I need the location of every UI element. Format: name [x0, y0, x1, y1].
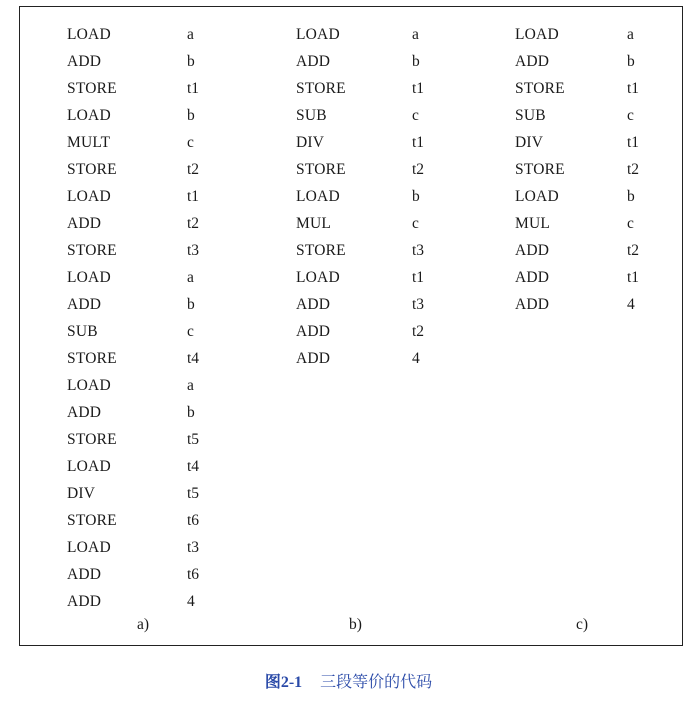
instruction-opcode: ADD [296, 53, 331, 70]
instruction-opcode: STORE [296, 242, 346, 259]
instruction-operand: t1 [187, 188, 200, 205]
instruction-opcode: STORE [67, 350, 117, 367]
instruction-operand: t1 [412, 134, 425, 151]
instruction-opcode: STORE [67, 431, 117, 448]
instruction-operand: a [187, 269, 194, 286]
instruction-opcode: ADD [296, 350, 331, 367]
instruction-opcode: STORE [67, 80, 117, 97]
instruction-opcode: ADD [67, 296, 102, 313]
instruction-operand: c [412, 215, 419, 232]
instruction-operand: 4 [627, 296, 635, 313]
instruction-operand: t2 [187, 161, 200, 178]
instruction-opcode: ADD [67, 404, 102, 421]
instruction-opcode: MULT [67, 134, 111, 151]
instruction-opcode: LOAD [296, 26, 340, 43]
figure-title: 三段等价的代码 [320, 672, 433, 691]
instruction-operand: t6 [187, 566, 200, 583]
subfigure-label-b: b) [349, 616, 362, 633]
instruction-opcode: ADD [67, 215, 102, 232]
instruction-operand: t1 [627, 80, 640, 97]
instruction-opcode: LOAD [67, 458, 111, 475]
instruction-opcode: STORE [515, 80, 565, 97]
instruction-opcode: SUB [67, 323, 98, 340]
instruction-operand: t1 [627, 269, 640, 286]
figure-number: 图2-1 [264, 674, 303, 691]
instruction-operand: b [187, 296, 195, 313]
instruction-opcode: ADD [515, 242, 550, 259]
figure-frame [19, 6, 683, 646]
instruction-opcode: LOAD [67, 269, 111, 286]
instruction-opcode: SUB [515, 107, 546, 124]
instruction-opcode: ADD [515, 53, 550, 70]
instruction-operand: b [187, 53, 195, 70]
instruction-operand: t2 [412, 161, 425, 178]
instruction-operand: t4 [187, 458, 200, 475]
instruction-opcode: LOAD [296, 188, 340, 205]
instruction-opcode: MUL [296, 215, 332, 232]
instruction-opcode: LOAD [296, 269, 340, 286]
instruction-opcode: LOAD [515, 26, 559, 43]
instruction-operand: b [187, 107, 195, 124]
instruction-operand: a [187, 26, 194, 43]
instruction-operand: c [187, 323, 194, 340]
instruction-operand: t1 [412, 80, 425, 97]
subfigure-label-c: c) [576, 616, 589, 633]
instruction-operand: t3 [187, 242, 200, 259]
instruction-operand: t3 [412, 242, 425, 259]
subfigure-label-a: a) [137, 616, 150, 633]
instruction-opcode: ADD [515, 296, 550, 313]
instruction-operand: a [412, 26, 419, 43]
instruction-opcode: LOAD [515, 188, 559, 205]
instruction-operand: a [187, 377, 194, 394]
instruction-operand: t2 [627, 242, 640, 259]
instruction-opcode: STORE [515, 161, 565, 178]
instruction-operand: t1 [187, 80, 200, 97]
instruction-operand: t2 [187, 215, 200, 232]
instruction-operand: t1 [627, 134, 640, 151]
instruction-operand: t5 [187, 485, 200, 502]
instruction-opcode: STORE [67, 161, 117, 178]
instruction-operand: c [627, 215, 634, 232]
instruction-operand: c [412, 107, 419, 124]
instruction-operand: t2 [412, 323, 425, 340]
instruction-opcode: DIV [296, 134, 325, 151]
instruction-operand: c [627, 107, 634, 124]
instruction-opcode: STORE [296, 80, 346, 97]
instruction-opcode: ADD [296, 323, 331, 340]
instruction-opcode: SUB [296, 107, 327, 124]
instruction-operand: a [627, 26, 634, 43]
instruction-operand: b [412, 53, 420, 70]
instruction-opcode: DIV [515, 134, 544, 151]
instruction-opcode: ADD [515, 269, 550, 286]
instruction-operand: b [627, 188, 635, 205]
instruction-opcode: ADD [296, 296, 331, 313]
instruction-operand: t4 [187, 350, 200, 367]
instruction-operand: b [412, 188, 420, 205]
instruction-opcode: ADD [67, 53, 102, 70]
instruction-operand: c [187, 134, 194, 151]
instruction-operand: t3 [187, 539, 200, 556]
instruction-opcode: LOAD [67, 26, 111, 43]
instruction-opcode: STORE [67, 512, 117, 529]
instruction-operand: 4 [187, 593, 195, 610]
instruction-operand: 4 [412, 350, 420, 367]
figure-caption [0, 672, 697, 693]
instruction-opcode: LOAD [67, 377, 111, 394]
instruction-operand: b [187, 404, 195, 421]
instruction-opcode: LOAD [67, 539, 111, 556]
instruction-operand: t1 [412, 269, 425, 286]
instruction-opcode: LOAD [67, 188, 111, 205]
instruction-opcode: DIV [67, 485, 96, 502]
instruction-opcode: STORE [296, 161, 346, 178]
instruction-opcode: STORE [67, 242, 117, 259]
instruction-operand: t2 [627, 161, 640, 178]
instruction-opcode: ADD [67, 566, 102, 583]
instruction-operand: t3 [412, 296, 425, 313]
instruction-opcode: LOAD [67, 107, 111, 124]
instruction-opcode: ADD [67, 593, 102, 610]
instruction-operand: b [627, 53, 635, 70]
instruction-operand: t5 [187, 431, 200, 448]
instruction-operand: t6 [187, 512, 200, 529]
instruction-opcode: MUL [515, 215, 551, 232]
